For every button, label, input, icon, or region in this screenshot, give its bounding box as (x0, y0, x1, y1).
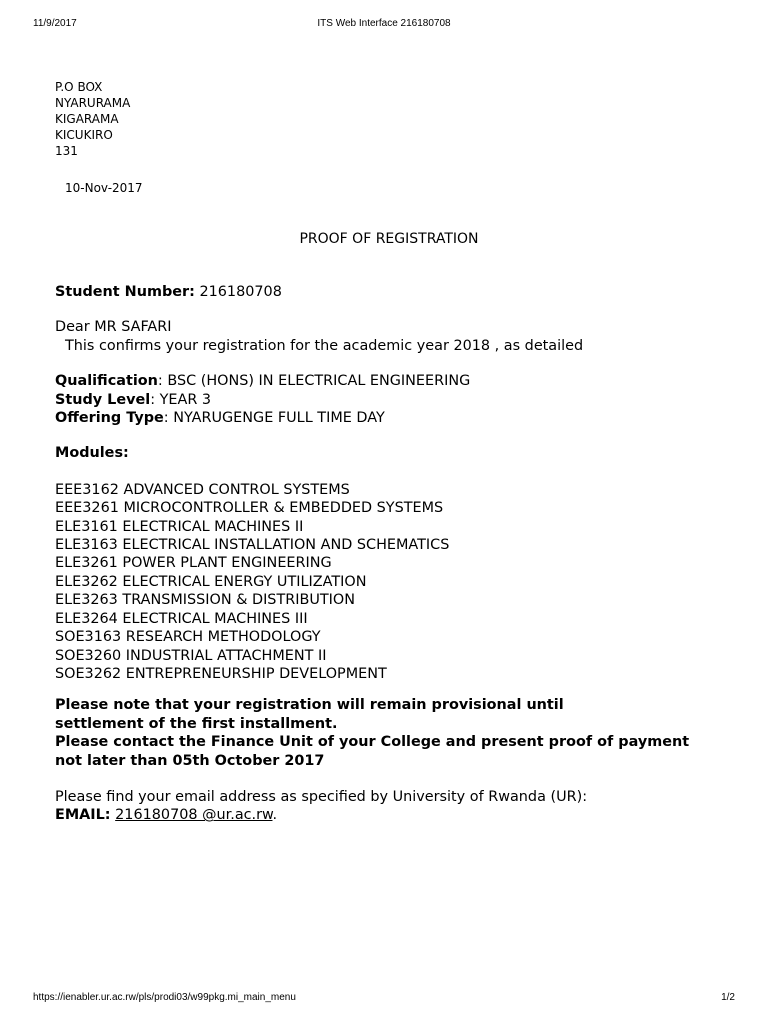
postal-address (55, 79, 745, 159)
module-item: SOE3163 RESEARCH METHODOLOGY (55, 629, 321, 646)
provisional-notice (55, 696, 745, 770)
registration-letter (55, 79, 745, 825)
address-line: NYARURAMA (55, 96, 131, 110)
email-label: EMAIL: (55, 807, 111, 824)
print-title: ITS Web Interface 216180708 (317, 18, 451, 29)
notice-line: Please contact the Finance Unit of your College and present proof of payment (55, 734, 690, 751)
module-item: SOE3262 ENTREPRENEURSHIP DEVELOPMENT (55, 665, 387, 682)
email-suffix: . (272, 807, 278, 824)
module-item: ELE3263 TRANSMISSION & DISTRIBUTION (55, 592, 356, 609)
notice-line: not later than 05th October 2017 (55, 752, 325, 769)
notice-line: settlement of the first installment. (55, 715, 338, 732)
notice-line: Please note that your registration will remain provisional until (55, 697, 564, 714)
page-number: 1/2 (721, 992, 735, 1003)
email-note: Please find your email address as specified by University of Rwanda (UR): (55, 788, 588, 805)
print-date: 11/9/2017 (33, 18, 77, 29)
modules-list (55, 481, 745, 683)
study-level-row (55, 391, 745, 409)
address-line: 131 (55, 144, 78, 158)
modules-heading: Modules: (55, 445, 129, 462)
module-item: ELE3261 POWER PLANT ENGINEERING (55, 555, 332, 572)
module-item: ELE3161 ELECTRICAL MACHINES II (55, 518, 304, 535)
offering-type-row (55, 409, 745, 427)
module-item: EEE3162 ADVANCED CONTROL SYSTEMS (55, 481, 350, 498)
student-number-label: Student Number: (55, 284, 195, 300)
module-item: SOE3260 INDUSTRIAL ATTACHMENT II (55, 647, 327, 664)
email-link[interactable]: 216180708 @ur.ac.rw (115, 807, 273, 824)
address-line: P.O BOX (55, 80, 103, 94)
letter-date: 10-Nov-2017 (65, 181, 143, 195)
confirmation-text: This confirms your registration for the academic year 2018 , as detailed (65, 337, 584, 354)
greeting: Dear MR SAFARI (55, 319, 172, 336)
address-line: KICUKIRO (55, 128, 113, 142)
module-item: ELE3262 ELECTRICAL ENERGY UTILIZATION (55, 573, 367, 590)
qualification-label: Qualification (55, 373, 158, 390)
qualification-row (55, 372, 745, 390)
qualification-value: : BSC (HONS) IN ELECTRICAL ENGINEERING (157, 373, 471, 390)
student-number-row (55, 283, 745, 301)
module-item: ELE3163 ELECTRICAL INSTALLATION AND SCHEMATICS (55, 537, 450, 554)
offering-type-value: : NYARUGENGE FULL TIME DAY (163, 410, 385, 427)
offering-type-label: Offering Type (55, 410, 164, 427)
email-row (55, 806, 745, 824)
study-level-value: : YEAR 3 (150, 391, 212, 408)
module-item: EEE3261 MICROCONTROLLER & EMBEDDED SYSTEMS (55, 500, 444, 517)
study-level-label: Study Level (55, 391, 151, 408)
print-url: https://ienabler.ur.ac.rw/pls/prodi03/w99pkg.mi_main_menu (33, 992, 296, 1003)
student-number-value: 216180708 (199, 284, 282, 300)
module-item: ELE3264 ELECTRICAL MACHINES III (55, 610, 308, 627)
page-title: PROOF OF REGISTRATION (299, 231, 479, 247)
address-line: KIGARAMA (55, 112, 119, 126)
